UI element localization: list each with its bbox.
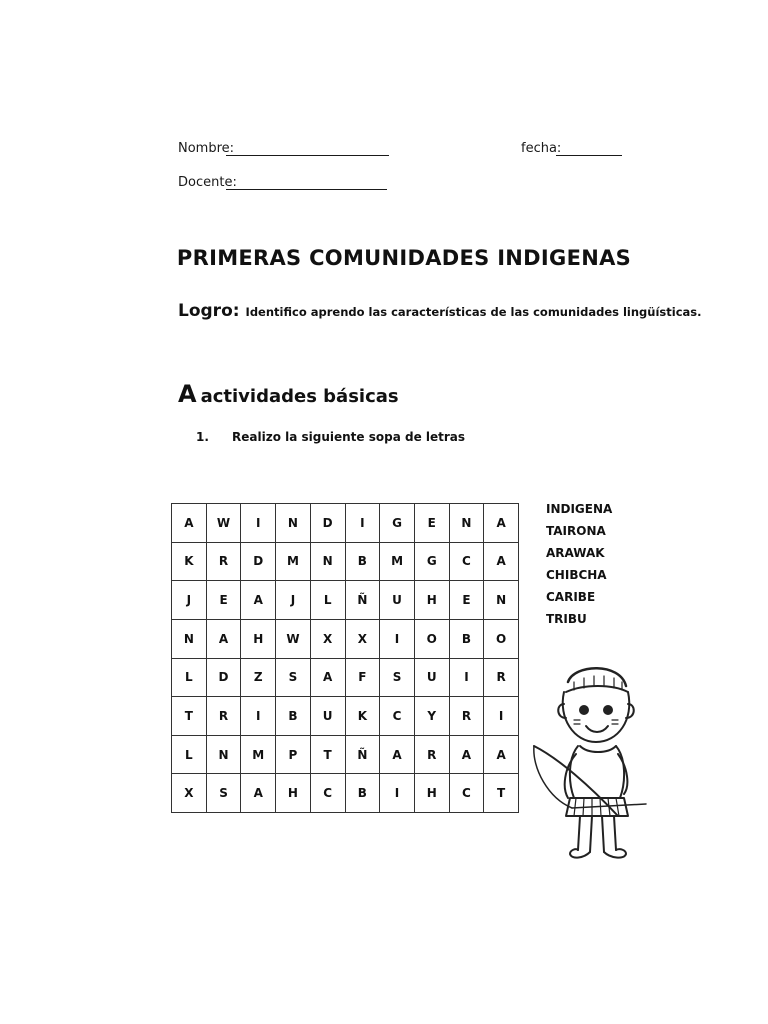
word-search-cell[interactable]: Y [415,697,450,736]
word-search-cell[interactable]: J [172,581,207,620]
word-search-cell[interactable]: N [276,504,311,543]
word-search-cell[interactable]: D [241,543,276,582]
page-title: PRIMERAS COMUNIDADES INDIGENAS [176,246,632,270]
word-search-cell[interactable]: N [311,543,346,582]
learning-goal [178,301,702,321]
word-search-cell[interactable]: G [380,504,415,543]
word-list [546,498,612,630]
word-search-cell[interactable]: L [311,581,346,620]
word-search-cell[interactable]: E [207,581,242,620]
word-search-cell[interactable]: H [415,774,450,813]
word-search-cell[interactable]: C [311,774,346,813]
teacher-field[interactable] [226,189,387,190]
teacher-label: Docente: [178,175,237,190]
name-label: Nombre: [178,141,235,156]
word-search-cell[interactable]: N [172,620,207,659]
instruction-text: Realizo la siguiente sopa de letras [232,430,466,444]
word-search-cell[interactable]: C [450,774,485,813]
name-field[interactable] [226,155,389,156]
word-search-cell[interactable]: T [484,774,519,813]
word-search-cell[interactable]: N [484,581,519,620]
word-search-cell[interactable]: A [311,659,346,698]
word-list-item: TAIRONA [546,524,606,538]
word-search-cell[interactable]: B [346,774,381,813]
word-search-cell[interactable]: R [450,697,485,736]
word-search-cell[interactable]: S [380,659,415,698]
word-list-item: TRIBU [546,612,587,626]
word-search-cell[interactable]: B [276,697,311,736]
word-search-cell[interactable]: C [380,697,415,736]
section-letter: A [178,380,197,408]
word-search-cell[interactable]: U [380,581,415,620]
word-search-cell[interactable]: I [346,504,381,543]
word-search-cell[interactable]: A [484,736,519,775]
date-label: fecha: [521,141,562,156]
word-search-cell[interactable]: R [207,697,242,736]
section-heading [178,380,399,408]
word-search-cell[interactable]: N [450,504,485,543]
word-search-cell[interactable]: U [415,659,450,698]
word-search-cell[interactable]: F [346,659,381,698]
word-search-cell[interactable]: A [450,736,485,775]
word-search-cell[interactable]: A [241,581,276,620]
indigenous-child-with-bow-icon [528,658,656,868]
word-search-cell[interactable]: I [380,620,415,659]
word-search-cell[interactable]: H [276,774,311,813]
word-search-cell[interactable]: T [172,697,207,736]
word-search-cell[interactable]: M [241,736,276,775]
word-search-cell[interactable]: D [311,504,346,543]
learning-goal-label: Logro: [178,301,240,321]
word-search-cell[interactable]: G [415,543,450,582]
word-search-cell[interactable]: U [311,697,346,736]
word-search-cell[interactable]: L [172,736,207,775]
word-search-cell[interactable]: P [276,736,311,775]
word-search-cell[interactable]: E [415,504,450,543]
word-search-cell[interactable]: T [311,736,346,775]
word-search-cell[interactable]: X [172,774,207,813]
word-search-cell[interactable]: Ñ [346,581,381,620]
instruction-number: 1. [196,430,209,444]
word-list-item: INDIGENA [546,502,613,516]
word-search-cell[interactable]: M [380,543,415,582]
word-search-cell[interactable]: R [415,736,450,775]
word-search-cell[interactable]: X [311,620,346,659]
word-search-cell[interactable]: X [346,620,381,659]
word-search-cell[interactable]: I [241,697,276,736]
word-search-cell[interactable]: R [484,659,519,698]
word-search-cell[interactable]: S [207,774,242,813]
word-search-cell[interactable]: R [207,543,242,582]
word-search-cell[interactable]: C [450,543,485,582]
word-search-cell[interactable]: I [450,659,485,698]
word-search-cell[interactable]: I [380,774,415,813]
word-search-cell[interactable]: O [484,620,519,659]
word-list-item: ARAWAK [546,546,605,560]
word-search-cell[interactable]: A [241,774,276,813]
word-search-cell[interactable]: N [207,736,242,775]
word-search-cell[interactable]: A [207,620,242,659]
word-search-cell[interactable]: L [172,659,207,698]
word-search-cell[interactable]: M [276,543,311,582]
word-search-cell[interactable]: H [415,581,450,620]
section-title: actividades básicas [200,386,399,407]
word-search-cell[interactable]: A [172,504,207,543]
word-search-cell[interactable]: A [484,543,519,582]
word-search-cell[interactable]: K [346,697,381,736]
word-search-cell[interactable]: S [276,659,311,698]
learning-goal-text: Identifico aprendo las características de las comunidades lingüísticas. [245,305,702,319]
word-search-cell[interactable]: O [415,620,450,659]
word-search-cell[interactable]: W [276,620,311,659]
word-search-cell[interactable]: D [207,659,242,698]
word-list-item: CHIBCHA [546,568,607,582]
word-search-cell[interactable]: I [241,504,276,543]
word-search-cell[interactable]: K [172,543,207,582]
word-search-cell[interactable]: B [346,543,381,582]
word-search-cell[interactable]: H [241,620,276,659]
word-search-cell[interactable]: A [380,736,415,775]
word-search-cell[interactable]: I [484,697,519,736]
word-search-cell[interactable]: J [276,581,311,620]
word-search-cell[interactable]: A [484,504,519,543]
word-search-cell[interactable]: B [450,620,485,659]
date-field[interactable] [556,155,622,156]
word-search-cell[interactable]: E [450,581,485,620]
word-search-grid [171,503,519,813]
word-search-cell[interactable]: W [207,504,242,543]
word-list-item: CARIBE [546,590,596,604]
word-search-cell[interactable]: Ñ [346,736,381,775]
word-search-cell[interactable]: Z [241,659,276,698]
